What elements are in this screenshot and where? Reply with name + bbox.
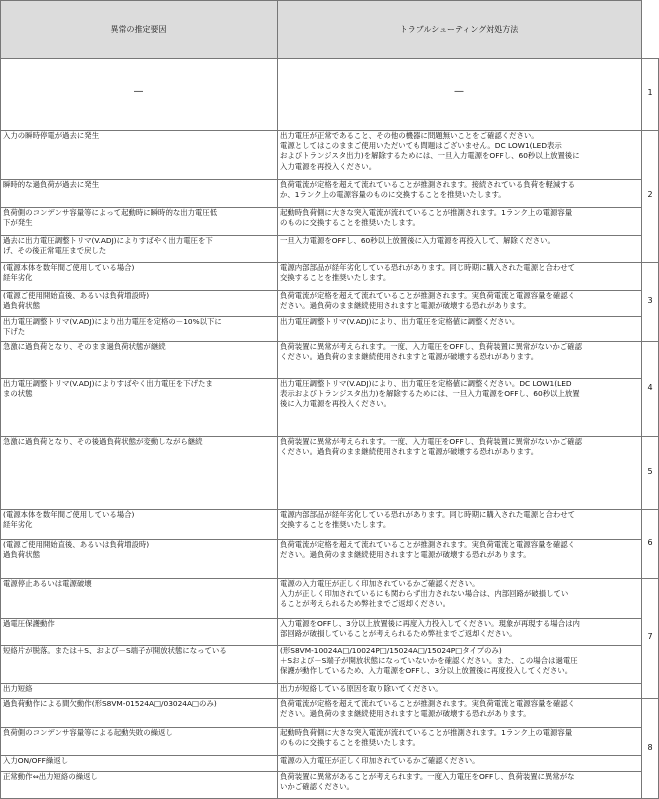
cause-cell: (電源本体を数年間ご使用している場合) 経年劣化 — [3, 263, 135, 283]
row-divider — [0, 235, 641, 236]
header-bottom-border — [0, 58, 641, 59]
row-divider — [0, 727, 641, 728]
remedy-cell: 負荷電流が定格を超えて流れていることが推測されます。実負荷電流と電源容量を確認く ださい。過負荷のまま継続使用されますと電源が破壊する恐れがあります。 — [280, 540, 576, 560]
cause-cell: 出力短絡 — [3, 684, 33, 693]
row-divider — [0, 341, 641, 342]
group-number: 2 — [647, 190, 653, 199]
column-divider — [641, 0, 642, 799]
cause-cell: 負荷側のコンデンサ容量等によって起動時に瞬時的な出力電圧低 下が発生 — [3, 208, 218, 228]
group-number: 7 — [647, 632, 653, 641]
row-divider — [0, 207, 641, 208]
cause-cell: 急激に過負荷となり、その後過負荷状態が変動しながら継続 — [3, 437, 203, 446]
group-number: 4 — [647, 382, 653, 392]
cause-cell: 出力電圧調整トリマ(V.ADJ)により出力電圧を定格の－10%以下に 下げた — [3, 317, 222, 337]
remedy-cell: 入力電源をOFFし、3分以上放置後に再度入力投入してください。現象が再現する場合は内 部回路が破損していることが考えられるため弊社までご返却ください。 — [280, 619, 580, 639]
row-divider — [0, 262, 641, 263]
cause-cell: 急激に過負荷となり、そのまま過負荷状態が継続 — [3, 342, 166, 351]
remedy-cell: 負荷電流が定格を超えて流れていることが推測されます。実負荷電流と電源容量を確認く ださい。過負荷のまま継続使用されますと電源が破壊する恐れがあります。 — [280, 291, 576, 311]
header-cause: 異常の推定要因 — [110, 24, 167, 34]
row-divider — [0, 645, 641, 646]
group-divider — [641, 578, 658, 579]
remedy-cell: 出力が短絡している原因を取り除いてください。 — [280, 684, 443, 693]
dash-cause: — — [133, 86, 144, 97]
group-divider — [641, 130, 658, 131]
cause-cell: 過電圧保護動作 — [3, 619, 55, 628]
group-divider — [641, 341, 658, 342]
row-divider — [0, 755, 641, 756]
cause-cell: 瞬時的な過負荷が過去に発生 — [3, 180, 100, 189]
group-number: 6 — [647, 537, 653, 547]
row-divider — [0, 378, 641, 379]
remedy-cell: (形S8VM-10024A□/10024P□/15024A□/15024P□タイプのみ) ＋Sおよび－S端子が開放状態になっていないかを確認ください。また、この場合は過電圧 保護が動作しているため、入力電源をOFFし、3分以上放置後に再度投入してください。 — [280, 646, 578, 676]
group-number: 5 — [647, 466, 653, 476]
row-divider — [0, 771, 641, 772]
remedy-cell: 出力電圧調整トリマ(V.ADJ)により、出力電圧を定格値に調整ください。 — [280, 317, 520, 326]
remedy-cell: 電源内部部品が経年劣化している恐れがあります。同じ時期に購入された電源と合わせて 交換することを推奨いたします。 — [280, 510, 576, 530]
row-divider — [0, 578, 641, 579]
row-divider — [0, 316, 641, 317]
remedy-cell: 負荷装置に異常があることが考えられます。一度入力電圧をOFFし、負荷装置に異常がな いかご確認ください。 — [280, 772, 575, 792]
cause-cell: 短絡片が脱落。または＋S、および－S端子が開放状態になっている — [3, 646, 227, 655]
remedy-cell: 負荷電流が定格を超えて流れていることが推測されます。接続されている負荷を軽減する か、1ランク上の電源容量のものに交換することを推奨いたします。 — [280, 180, 576, 200]
dash-remedy: — — [454, 86, 464, 97]
remedy-cell: 電源内部部品が経年劣化している恐れがあります。同じ時期に購入された電源と合わせて 交換することを推奨いたします。 — [280, 263, 576, 283]
row-divider — [0, 618, 641, 619]
group-divider — [641, 509, 658, 510]
remedy-cell: 起動時負荷側に大きな突入電流が流れていることが推測されます。1ランク上の電源容量 のものに交換することを推奨いたします。 — [280, 728, 573, 748]
cause-cell: 電源停止あるいは電源破壊 — [3, 579, 92, 588]
row-divider — [0, 290, 641, 291]
remedy-cell: 起動時負荷側に大きな突入電流が流れていることが推測されます。1ランク上の電源容量 のものに交換することを推奨いたします。 — [280, 208, 573, 228]
group-divider — [641, 58, 658, 59]
cause-cell: 入力の瞬時停電が過去に発生 — [3, 131, 100, 140]
group-divider — [641, 262, 658, 263]
cause-cell: (電源ご使用開始直後、あるいは負荷増設時) 過負荷状態 — [3, 291, 150, 311]
row-divider — [0, 683, 641, 684]
row-divider — [0, 436, 641, 437]
cause-cell: (電源ご使用開始直後、あるいは負荷増設時) 過負荷状態 — [3, 540, 150, 560]
cause-cell: 過去に出力電圧調整トリマ(V.ADJ)によりすばやく出力電圧を下 げ、その後正常電圧まで戻した — [3, 236, 213, 256]
cause-cell: 負荷側のコンデンサ容量等による起動失敗の繰返し — [3, 728, 173, 737]
group-number: 8 — [647, 742, 653, 752]
header-remedy: トラブルシューティング対処方法 — [399, 24, 519, 34]
remedy-cell: 負荷装置に異常が考えられます。一度、入力電圧をOFFし、負荷装置に異常がないかご確認 ください。過負荷のまま継続使用されますと電源が破壊する恐れがあります。 — [280, 342, 582, 362]
cause-cell: 入力ON/OFF繰返し — [3, 756, 69, 765]
remedy-cell: 負荷装置に異常が考えられます。一度、入力電圧をOFFし、負荷装置に異常がないかご確認 ください。過負荷のまま継続使用されますと電源が破壊する恐れがあります。 — [280, 437, 582, 457]
row-divider — [0, 698, 641, 699]
remedy-cell: 出力電圧が正常であること、その他の機器に問題無いことをご確認ください。 電源としてはこのままご使用いただいても問題はございません。DC LOW1(LED表示 およびトランジスタ出力)を解除するためには、一旦入力電源をOFFし、60秒以上放置後に 入力電源を再投入ください。 — [280, 131, 580, 171]
left-border — [0, 0, 1, 799]
group-number: 1 — [647, 88, 653, 97]
group-divider — [641, 436, 658, 437]
group-number: 3 — [647, 295, 653, 305]
remedy-cell: 電源の入力電圧が正しく印加されているかご確認ください。 入力が正しく印加されているにも関わらず出力されない場合は、内部回路が破損してい ることが考えられるため弊社までご返却ください。 — [280, 579, 569, 609]
cause-cell: 正常動作⇔出力短絡の繰返し — [3, 772, 98, 781]
row-divider — [0, 509, 641, 510]
cause-cell: 出力電圧調整トリマ(V.ADJ)によりすばやく出力電圧を下げたま まの状態 — [3, 379, 213, 399]
remedy-cell: 出力電圧調整トリマ(V.ADJ)により、出力電圧を定格値に調整ください。DC LOW1(LED 表示およびトランジスタ出力)を解除するためには、一旦入力電源をOFFし、60秒以上放置 後に入力電源を再投入ください。 — [280, 379, 580, 409]
table-top-border — [0, 0, 641, 1]
cause-cell: 過負荷動作による間欠動作(形S8VM-01524A□/03024A□のみ) — [3, 699, 217, 708]
remedy-cell: 一旦入力電源をOFFし、60秒以上放置後に入力電源を再投入して、解除ください。 — [280, 236, 555, 245]
row-divider — [0, 130, 641, 131]
remedy-cell: 電源の入力電圧が正しく印加されているかご確認ください。 — [280, 756, 480, 765]
row-divider — [0, 539, 641, 540]
group-divider — [641, 698, 658, 699]
row-divider — [0, 179, 641, 180]
remedy-cell: 負荷電流が定格を超えて流れていることが推測されます。実負荷電流と電源容量を確認く ださい。過負荷のまま継続使用されますと電源が破壊する恐れがあります。 — [280, 699, 576, 719]
cause-cell: (電源本体を数年間ご使用している場合) 経年劣化 — [3, 510, 135, 530]
column-divider — [277, 0, 278, 799]
